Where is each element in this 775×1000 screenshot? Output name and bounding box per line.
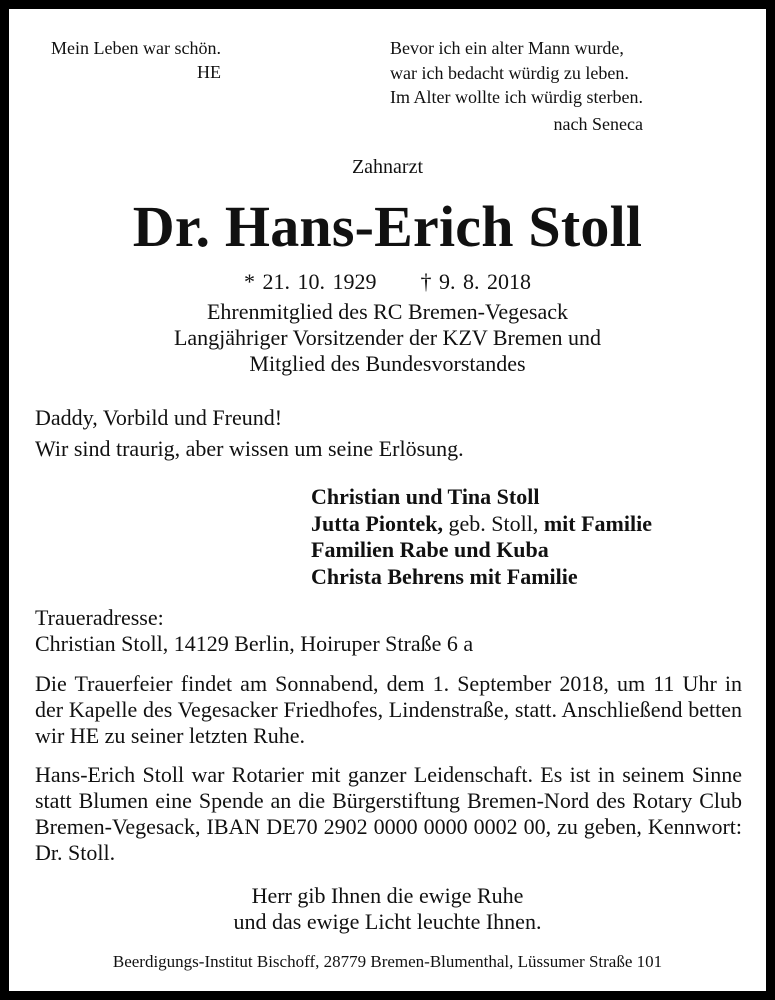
mourner-line: Jutta Piontek, geb. Stoll, mit Familie	[311, 510, 652, 536]
personal-quote	[51, 36, 221, 84]
address-label: Traueradresse:	[35, 605, 164, 630]
family-greeting	[35, 402, 464, 464]
honor-line: Mitglied des Bundesvorstandes	[249, 351, 526, 376]
honor-line: Ehrenmitglied des RC Bremen-Vegesack	[206, 299, 569, 324]
honors	[9, 299, 766, 377]
death-date: † 9. 8. 2018	[420, 269, 531, 294]
mourner-line: Christian und Tina Stoll	[311, 484, 540, 509]
funeral-home: Beerdigungs-Institut Bischoff, 28779 Bremen-Blumenthal, Lüssumer Straße 101	[112, 952, 663, 971]
seneca-quote-line: war ich bedacht würdig zu leben.	[390, 62, 629, 83]
seneca-quote-line: Bevor ich ein alter Mann wurde,	[390, 38, 624, 58]
greeting-line: Daddy, Vorbild und Freund!	[35, 405, 283, 430]
greeting-line: Wir sind traurig, aber wissen um seine Erlösung.	[35, 436, 464, 461]
quote-signature: HE	[196, 62, 221, 82]
quote-text: Mein Leben war schön.	[51, 38, 221, 58]
honor-line: Langjähriger Vorsitzender der KZV Bremen und	[173, 325, 602, 350]
donation-info: Hans-Erich Stoll war Rotarier mit ganzer Leidenschaft. Es ist in seinem Sinne statt Blumen eine Spende an die Bürgerstiftung Bremen-Nord des Rotary Club Bremen-Vegesack, IBAN DE70 2902 0000 0000 0002 00, zu geben, Kennwort: Dr. Stoll.	[35, 762, 742, 865]
seneca-attribution: nach Seneca	[553, 113, 643, 134]
birth-date: * 21. 10. 1929	[244, 269, 377, 294]
seneca-quote-line: Im Alter wollte ich würdig sterben.	[390, 87, 643, 107]
prayer-line: und das ewige Licht leuchte Ihnen.	[233, 909, 542, 934]
closing-prayer	[9, 883, 766, 935]
profession: Zahnarzt	[351, 156, 424, 178]
life-dates	[9, 269, 766, 295]
funeral-info: Die Trauerfeier findet am Sonnabend, dem 1. September 2018, um 11 Uhr in der Kapelle des Vegesacker Friedhofes, Lindenstraße, statt. Anschließend betten wir HE zu seiner letzten Ruhe.	[35, 671, 742, 748]
deceased-name: Dr. Hans-Erich Stoll	[132, 194, 643, 259]
mourners-list	[311, 484, 652, 590]
address-value: Christian Stoll, 14129 Berlin, Hoiruper Straße 6 a	[35, 631, 474, 656]
mourning-address	[35, 605, 473, 657]
seneca-quote	[390, 36, 643, 136]
mourner-line: Familien Rabe und Kuba	[311, 537, 549, 562]
mourner-line: Christa Behrens mit Familie	[311, 563, 578, 589]
prayer-line: Herr gib Ihnen die ewige Ruhe	[251, 883, 524, 908]
